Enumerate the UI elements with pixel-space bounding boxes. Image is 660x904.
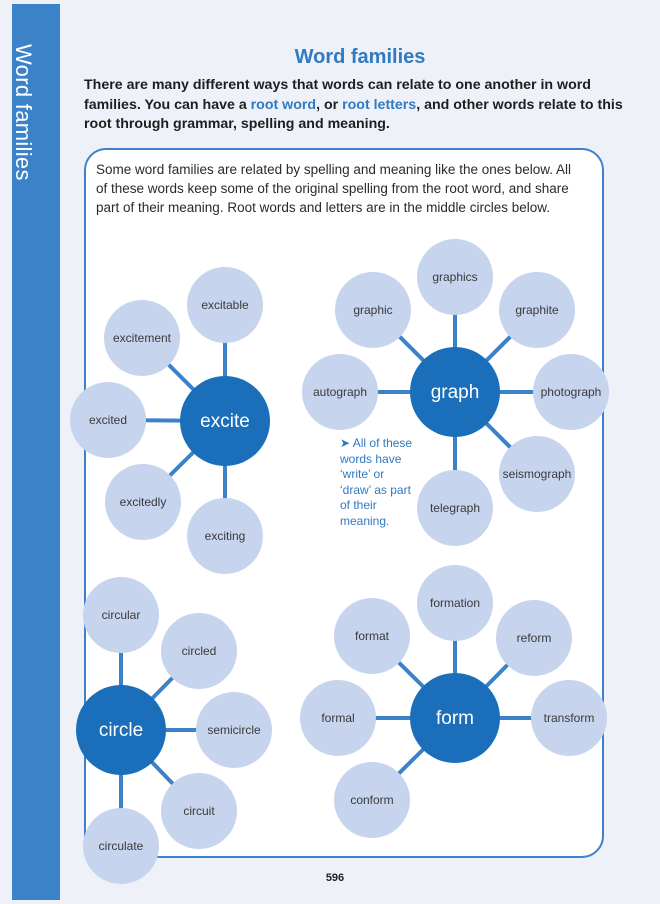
word-label: autograph	[312, 385, 368, 399]
root-word-term: root word	[250, 96, 317, 113]
page-number: 596	[325, 872, 345, 884]
word-label: formal	[321, 711, 355, 725]
word-label: excitedly	[119, 495, 167, 509]
word-label: graphics	[432, 270, 478, 284]
word-label: circular	[101, 608, 141, 622]
intro-text-1: There are many different ways that words can relate to one another in word families. You can have a	[84, 77, 591, 113]
root-letters-term: root letters	[342, 96, 417, 113]
intro-text-3: , and other words relate to this root through grammar, spelling and meaning.	[84, 96, 623, 132]
panel-description: Some word families are related by spelling and meaning like the ones below. All of these words keep some of the original spelling from the root word, and share part of their meaning. Root words and letters are in the middle circles below.	[96, 162, 572, 215]
page-title: Word families	[294, 46, 426, 68]
word-label: transform	[543, 711, 595, 725]
word-label: conform	[350, 793, 394, 807]
word-label: circled	[181, 644, 217, 658]
root-label: graph	[430, 382, 480, 403]
word-label: semicircle	[207, 723, 261, 737]
word-label: formation	[429, 596, 481, 610]
word-label: photograph	[540, 385, 602, 399]
word-label: excitable	[201, 298, 249, 312]
meaning-note: ➤ All of these words have ‘write’ or ‘draw’ as part of their meaning.	[340, 436, 413, 528]
word-label: reform	[516, 631, 552, 645]
word-label: graphic	[353, 303, 393, 317]
word-label: circuit	[183, 804, 215, 818]
word-label: seismograph	[502, 467, 572, 481]
family-form	[300, 565, 607, 838]
side-tab-label: Word families	[11, 44, 36, 181]
word-label: exciting	[204, 529, 246, 543]
word-label: graphite	[515, 303, 559, 317]
word-label: telegraph	[429, 501, 481, 515]
family-circle	[76, 577, 272, 884]
word-label: circulate	[98, 839, 144, 853]
word-label: excited	[88, 413, 128, 427]
root-label: excite	[200, 411, 250, 432]
root-label: circle	[98, 720, 144, 741]
root-label: form	[436, 708, 474, 729]
word-label: format	[354, 629, 390, 643]
word-label: excitement	[112, 331, 172, 345]
family-excite	[70, 267, 270, 574]
intro-text-2: , or	[316, 96, 343, 113]
